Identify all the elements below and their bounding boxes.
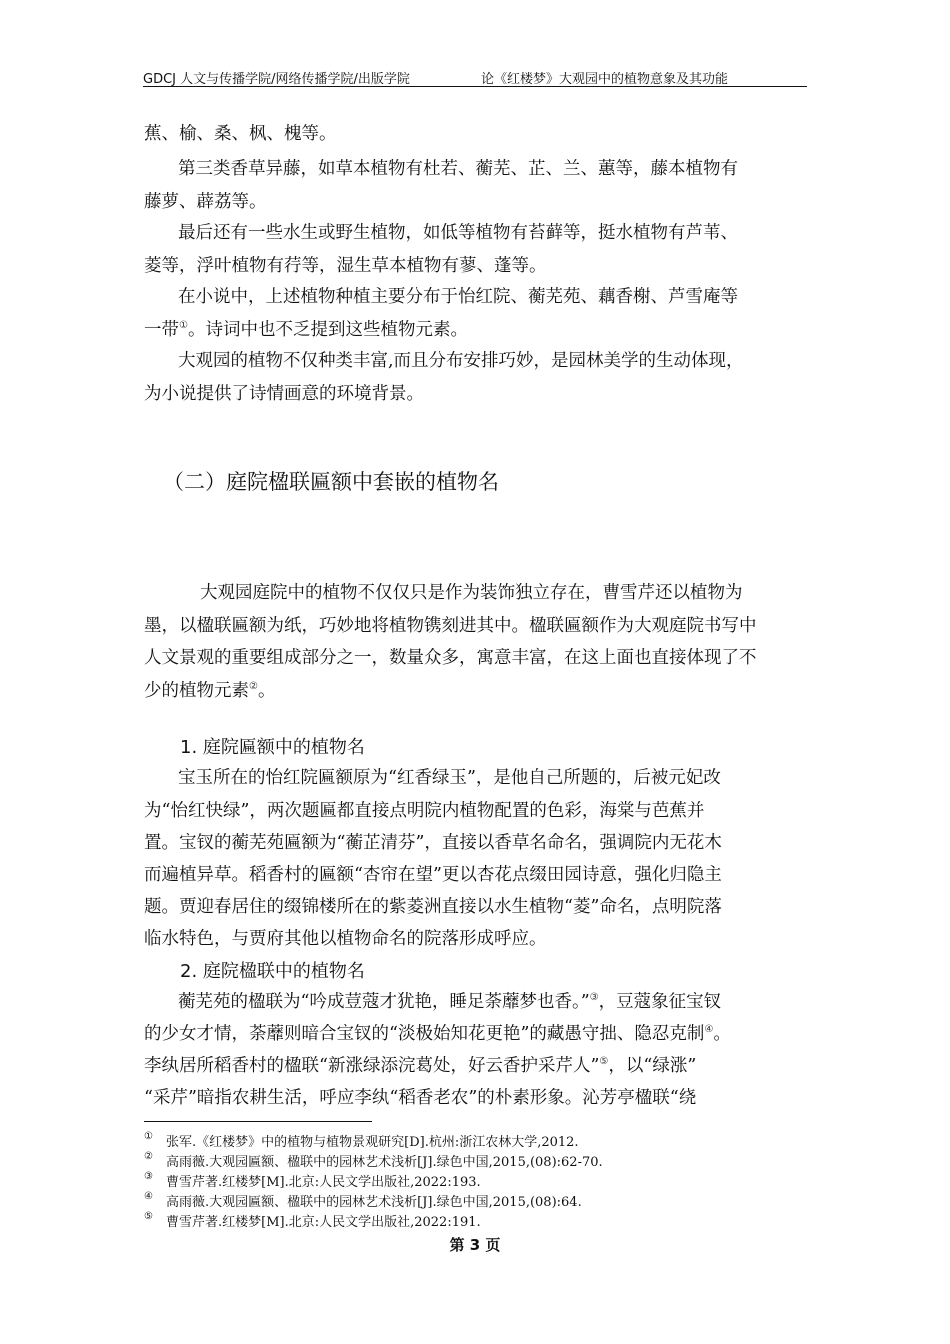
footnote-ref-1[interactable]: ① xyxy=(179,320,188,332)
header-right: 论《红楼梦》大观园中的植物意象及其功能 xyxy=(481,72,729,87)
footnote-ref-2[interactable]: ② xyxy=(249,681,258,693)
text-segment: ，以“绿涨” xyxy=(608,1056,697,1076)
footnote-mark: ① xyxy=(144,1131,153,1142)
footnote-mark: ② xyxy=(144,1151,153,1162)
subsection-heading-1: 1. 庭院匾额中的植物名 xyxy=(180,737,365,758)
text-line: 临水特色，与贾府其他以植物命名的院落形成呼应。 xyxy=(144,929,547,949)
text-line: 为小说提供了诗情画意的环境背景。 xyxy=(144,384,424,404)
text-segment: 。 xyxy=(257,681,276,701)
text-line: 最后还有一些水生或野生植物，如低等植物有苔藓等，挺水植物有芦苇、 xyxy=(178,223,738,243)
section-heading: （二）庭院楹联匾额中套嵌的植物名 xyxy=(163,470,499,494)
text-line: 大观园的植物不仅种类丰富,而且分布安排巧妙，是园林美学的生动体现， xyxy=(178,351,744,371)
header-rule xyxy=(143,86,807,87)
footnote-text: 曹雪芹著.红楼梦[M].北京:人民文学出版社,2022:193. xyxy=(166,1175,481,1190)
text-line: 大观园庭院中的植物不仅仅只是作为装饰独立存在，曹雪芹还以植物为 xyxy=(200,583,743,603)
text-segment: ，豆蔻象征宝钗 xyxy=(598,992,722,1012)
footnote-ref-4[interactable]: ④ xyxy=(704,1024,714,1036)
text-line xyxy=(144,1052,696,1077)
footnote-item xyxy=(144,1151,603,1170)
text-line xyxy=(178,988,721,1013)
text-segment: 李纨居所稻香村的楹联“新涨绿添浣葛处，好云香护采芹人” xyxy=(144,1056,600,1076)
header-left: GDCJ 人文与传播学院/网络传播学院/出版学院 xyxy=(143,72,410,87)
footnote-mark: ③ xyxy=(144,1171,153,1182)
text-segment: 的少女才情，荼蘼则暗合宝钗的“淡极始知花更艳”的藏愚守拙、隐忍克制 xyxy=(144,1024,705,1044)
text-segment: 蘅芜苑的楹联为“吟成荳蔻才犹艳，睡足荼蘼梦也香。” xyxy=(178,992,590,1012)
text-line: 菱等，浮叶植物有荇等，湿生草本植物有蓼、蓬等。 xyxy=(144,256,547,276)
text-segment: 一带 xyxy=(144,320,179,340)
text-line: 为“怡红快绿”，两次题匾都直接点明院内植物配置的色彩，海棠与芭蕉并 xyxy=(144,801,705,821)
text-segment: 少的植物元素 xyxy=(144,681,249,701)
text-line: 宝玉所在的怡红院匾额原为“红香绿玉”，是他自己所题的，后被元妃改 xyxy=(178,768,721,788)
footnote-ref-5[interactable]: ⑤ xyxy=(599,1056,609,1068)
subsection-heading-2: 2. 庭院楹联中的植物名 xyxy=(180,961,365,982)
footnote-item xyxy=(144,1191,582,1210)
text-line: 蕉、榆、桑、枫、槐等。 xyxy=(144,124,337,144)
page-number: 第 3 页 xyxy=(449,1236,501,1254)
footnote-mark: ④ xyxy=(144,1191,153,1202)
footnote-item xyxy=(144,1211,481,1230)
footnote-text: 高雨薇.大观园匾额、楹联中的园林艺术浅析[J].绿色中国,2015,(08):62-70. xyxy=(166,1155,603,1170)
footnote-text: 曹雪芹著.红楼梦[M].北京:人民文学出版社,2022:191. xyxy=(166,1215,481,1230)
text-line: 藤萝、薜荔等。 xyxy=(144,192,267,212)
footnote-mark: ⑤ xyxy=(144,1211,153,1222)
text-segment: 。诗词中也不乏提到这些植物元素。 xyxy=(187,320,468,340)
footnote-text: 高雨薇.大观园匾额、楹联中的园林艺术浅析[J].绿色中国,2015,(08):64. xyxy=(166,1195,582,1210)
footnote-separator xyxy=(144,1121,372,1122)
footnote-item xyxy=(144,1131,579,1150)
text-line: 墨，以楹联匾额为纸，巧妙地将植物镌刻进其中。楹联匾额作为大观庭院书写中 xyxy=(144,616,757,636)
footnote-ref-3[interactable]: ③ xyxy=(589,992,599,1004)
text-line: 在小说中，上述植物种植主要分布于怡红院、蘅芜苑、藕香榭、芦雪庵等 xyxy=(178,287,738,307)
text-line xyxy=(144,316,468,341)
text-line: “采芹”暗指农耕生活，呼应李纨“稻香老农”的朴素形象。沁芳亭楹联“绕 xyxy=(144,1088,697,1108)
text-line: 置。宝钗的蘅芜苑匾额为“蘅芷清芬”，直接以香草名命名，强调院内无花木 xyxy=(144,833,722,853)
footnote-item xyxy=(144,1171,481,1190)
text-line: 第三类香草异藤，如草本植物有杜若、蘅芜、芷、兰、蕙等，藤本植物有 xyxy=(178,159,738,179)
footnote-text: 张军.《红楼梦》中的植物与植物景观研究[D].杭州:浙江农林大学,2012. xyxy=(166,1135,579,1150)
text-line xyxy=(144,677,275,702)
running-header xyxy=(143,68,807,88)
text-line xyxy=(144,1020,731,1045)
text-segment: 。 xyxy=(713,1024,731,1044)
text-line: 人文景观的重要组成部分之一，数量众多，寓意丰富，在这上面也直接体现了不 xyxy=(144,648,757,668)
text-line: 而遍植异草。稻香村的匾额“杏帘在望”更以杏花点缀田园诗意，强化归隐主 xyxy=(144,865,722,885)
text-line: 题。贾迎春居住的缀锦楼所在的紫菱洲直接以水生植物“菱”命名，点明院落 xyxy=(144,897,722,917)
